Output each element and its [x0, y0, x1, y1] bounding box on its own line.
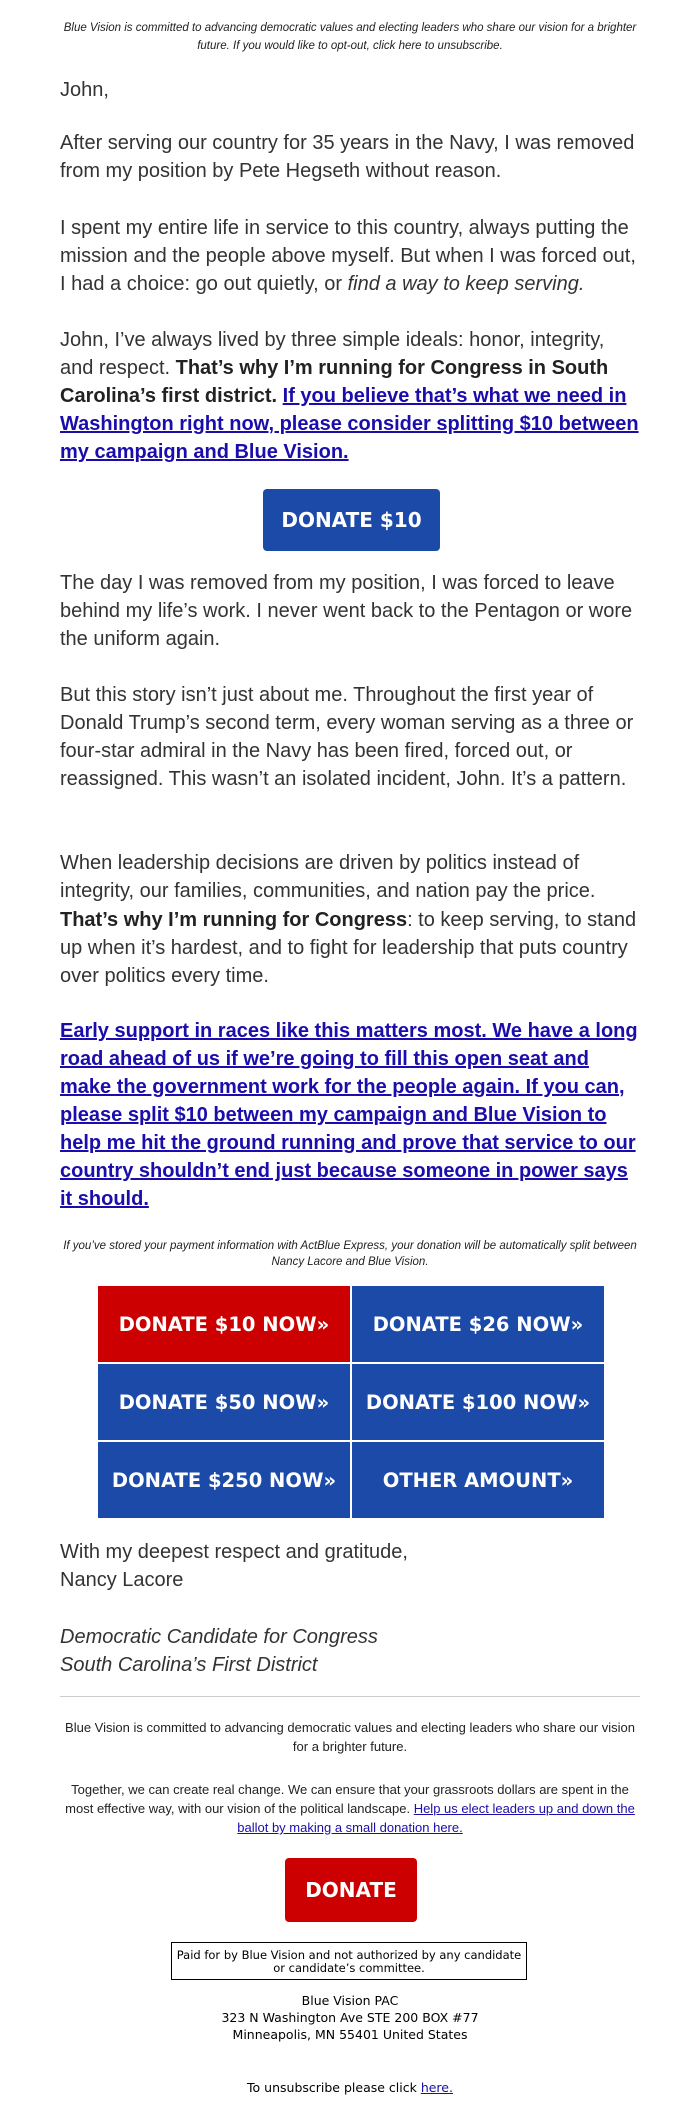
title-line: Democratic Candidate for Congress	[60, 1626, 378, 1648]
paragraph-text: When leadership decisions are driven by politics instead of integrity, our families, communities, and nation pay the price.	[60, 852, 596, 902]
letter-paragraph-2	[60, 214, 640, 298]
candidate-title	[60, 1623, 640, 1679]
paragraph-plain: John, I’ve always lived by three simple ideals: honor, integrity, and respect.	[60, 329, 605, 379]
footer-mission: Blue Vision is committed to advancing democratic values and electing leaders who share our vision for a brighter future.	[65, 1720, 635, 1754]
paragraph-italic: find a way to keep serving.	[347, 273, 585, 295]
donate-26-now-button[interactable]: DONATE $26 NOW»	[352, 1286, 604, 1362]
paid-for-disclaimer: Paid for by Blue Vision and not authorized by any candidate or candidate’s committee.	[171, 1942, 527, 1980]
org-address	[150, 1992, 550, 2043]
paragraph-text: But this story isn’t just about me. Throughout the first year of Donald Trump’s second term, every woman serving as a three or four-star admiral in the Navy has been fired, forced out, or reassigned. This wasn’t an isolated incident, John. It’s a pattern.	[60, 684, 634, 790]
letter-paragraph-3	[60, 326, 640, 466]
footer-donate-link[interactable]: Help us elect leaders up and down the ballot by making a small donation here.	[237, 1801, 635, 1835]
paragraph-plain: : to keep serving, to stand up when it’s hardest, and to fight for leadership that puts country over politics every time.	[60, 909, 637, 987]
letter-paragraph-7	[60, 906, 640, 990]
unsubscribe-line	[150, 2079, 550, 2096]
paragraph-plain: I spent my entire life in service to this country, always putting the mission and the people above myself. But when I was forced out, I had a choice: go out quietly, or	[60, 217, 636, 295]
paragraph-text	[60, 214, 640, 298]
paragraph-text	[60, 326, 640, 466]
paragraph-text: The day I was removed from my position, I was forced to leave behind my life’s work. I never went back to the Pentagon or wore the uniform again.	[60, 572, 633, 650]
split-donation-link[interactable]: If you believe that’s what we need in Washington right now, please consider splitting $10 between my campaign and Blue Vision.	[60, 385, 639, 463]
title-line: South Carolina’s First District	[60, 1654, 318, 1676]
letter-paragraph-4	[60, 569, 640, 653]
donate-10-now-button[interactable]: DONATE $10 NOW»	[98, 1286, 350, 1362]
unsubscribe-text: To unsubscribe please click	[247, 2080, 421, 2095]
donate-50-now-button[interactable]: DONATE $50 NOW»	[98, 1364, 350, 1440]
letter-paragraph-1	[60, 129, 640, 185]
donate-100-now-button[interactable]: DONATE $100 NOW»	[352, 1364, 604, 1440]
other-amount-button[interactable]: OTHER AMOUNT»	[352, 1442, 604, 1518]
letter-paragraph-6	[60, 849, 640, 905]
actblue-express-note: If you’ve stored your payment information with ActBlue Express, your donation will be automatically split between Nancy Lacore and Blue Vision.	[63, 1240, 637, 1268]
donation-amount-grid	[98, 1286, 604, 1518]
greeting-text: John,	[60, 79, 109, 101]
footer-divider	[60, 1696, 640, 1697]
address-line: Minneapolis, MN 55401 United States	[232, 2027, 468, 2042]
header-optout-note[interactable]: Blue Vision is committed to advancing democratic values and electing leaders who share our vision for a brighter future. If you would like to opt-out, click here to unsubscribe.	[63, 22, 637, 52]
letter-signoff	[60, 1538, 640, 1594]
donate-10-button[interactable]: DONATE $10	[263, 489, 440, 551]
early-support-link[interactable]: Early support in races like this matters most. We have a long road ahead of us if we’re going to fill this open seat and make the government work for the people again. If you can, please split $10 between my campaign and Blue Vision to help me hit the ground running and prove that service to our country shouldn’t end just because someone in power says it should.	[60, 1020, 638, 1210]
address-line: 323 N Washington Ave STE 200 BOX #77	[221, 2010, 479, 2025]
letter-greeting	[60, 76, 640, 104]
letter-paragraph-8	[60, 1017, 640, 1213]
donate-250-now-button[interactable]: DONATE $250 NOW»	[98, 1442, 350, 1518]
signoff-line: With my deepest respect and gratitude,	[60, 1541, 408, 1563]
paragraph-text: After serving our country for 35 years in the Navy, I was removed from my position by Pete Hegseth without reason.	[60, 132, 635, 182]
footer-donate-button[interactable]: DONATE	[285, 1858, 417, 1922]
signature-name: Nancy Lacore	[60, 1569, 184, 1591]
footer-appeal	[60, 1780, 640, 1837]
paragraph-text	[60, 1017, 640, 1213]
footer-appeal-text: Together, we can create real change. We can ensure that your grassroots dollars are spent in the most effective way, with our vision of the political landscape.	[65, 1782, 629, 1816]
paragraph-bold: That’s why I’m running for Congress	[60, 909, 408, 931]
org-name: Blue Vision PAC	[301, 1993, 399, 2008]
paragraph-bold: That’s why I’m running for Congress in South Carolina’s first district.	[60, 357, 609, 407]
paragraph-text	[60, 906, 640, 990]
letter-paragraph-5	[60, 681, 640, 793]
unsubscribe-link[interactable]: here.	[420, 2080, 453, 2095]
